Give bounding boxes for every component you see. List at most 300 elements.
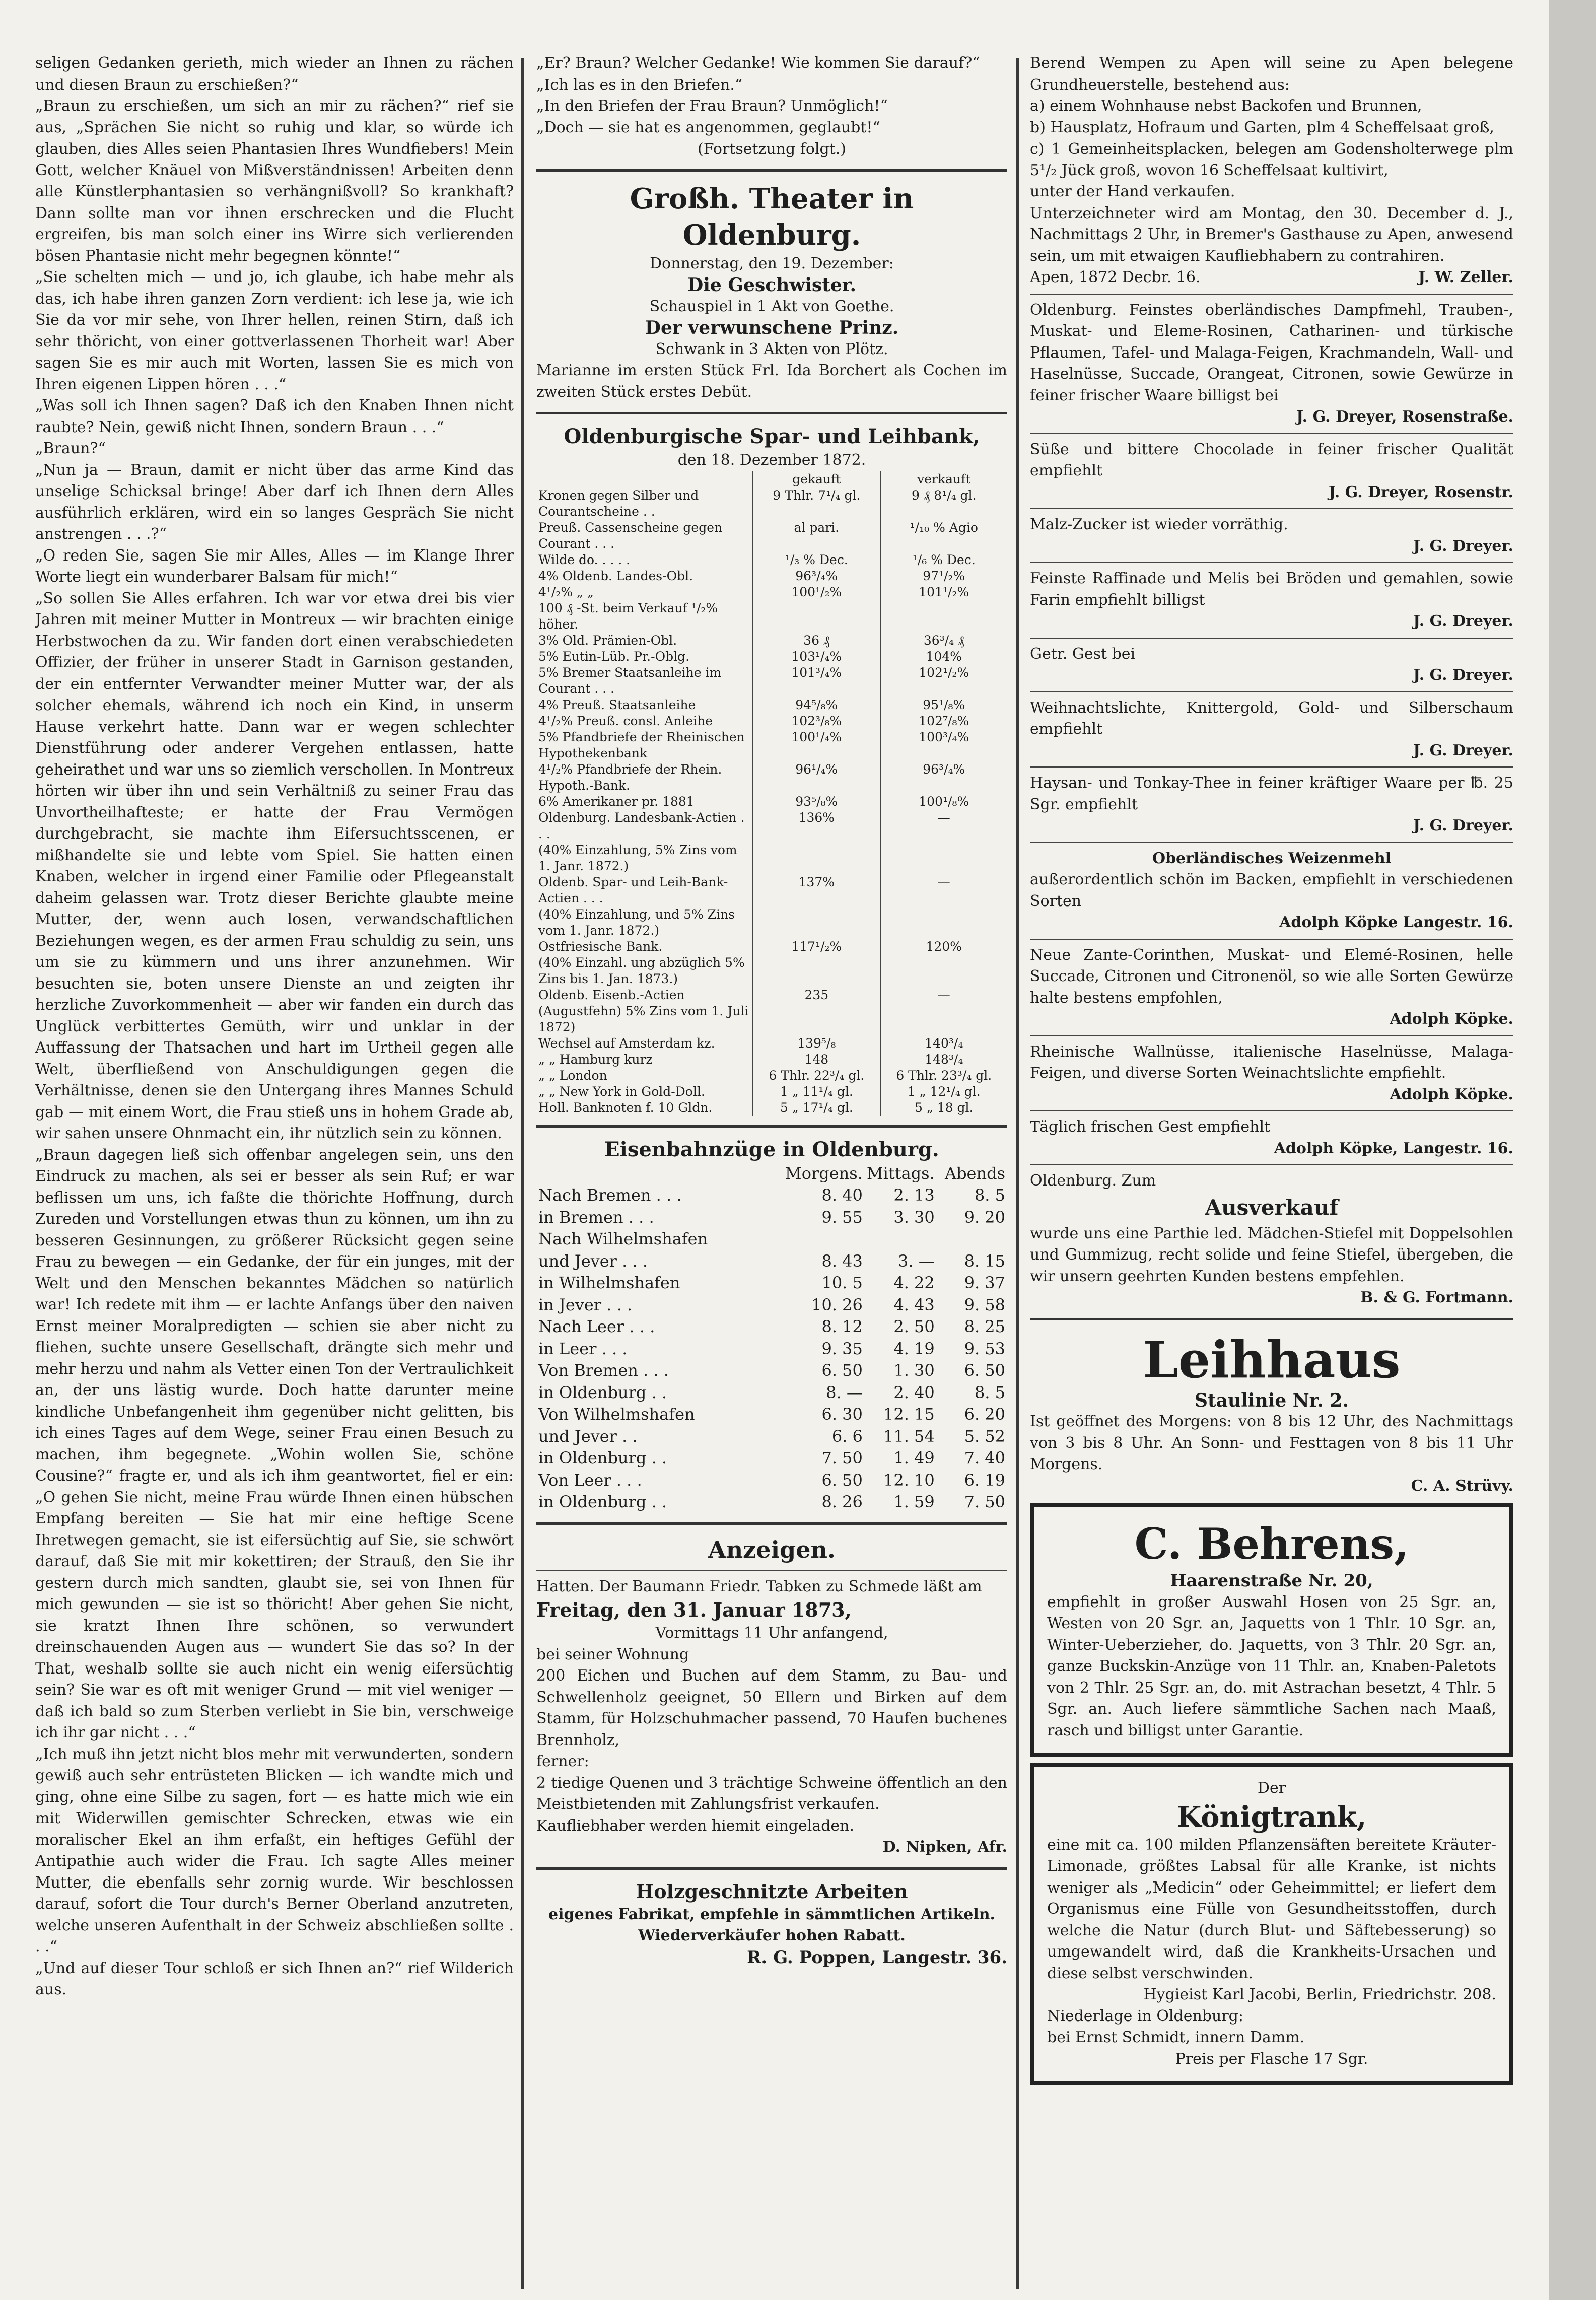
leihhaus-ad bbox=[1030, 1330, 1513, 1497]
departure-time: 1. 59 bbox=[893, 1492, 935, 1511]
auction-text: bei seiner Wohnung bbox=[536, 1645, 689, 1663]
rates-header-row bbox=[536, 471, 1007, 487]
rate-label: Kronen gegen Silber und Courantscheine . . bbox=[536, 487, 753, 520]
rate-bought: ¹/₃ % Dec. bbox=[753, 552, 880, 568]
departure-time: 6. 50 bbox=[821, 1470, 863, 1490]
rate-bought: 100¹/₄% bbox=[753, 729, 880, 761]
rates-row bbox=[536, 1068, 1007, 1084]
story-paragraph: „Was soll ich Ihnen sagen? Daß ich den Knaben Ihnen nicht raubte? Nein, gewiß nicht Ihnen, sondern Braun . . .“ bbox=[35, 397, 514, 436]
dreyer-ad bbox=[1030, 300, 1513, 434]
rates-table bbox=[536, 471, 1007, 1116]
departure-time: 4. 19 bbox=[893, 1339, 935, 1358]
timetable-row bbox=[536, 1184, 1007, 1207]
rate-bought: 1 „ 11¹/₄ gl. bbox=[753, 1084, 880, 1100]
rate-bought bbox=[753, 842, 880, 874]
rate-sold bbox=[880, 907, 1007, 939]
section-divider bbox=[1030, 1318, 1513, 1320]
rates-row bbox=[536, 810, 1007, 842]
departure-time: 8. 5 bbox=[974, 1186, 1005, 1205]
station-label: in Oldenburg . . bbox=[538, 1382, 667, 1402]
behrens-ad bbox=[1030, 1503, 1513, 1757]
ad-text: Unterzeichneter wird am Montag, den 30. December d. J., Nachmittags 2 Uhr, in Bremer's Gasthause zu Apen, anwesend sein, um mit etwaigen Kaufliebhabern zu contrahiren. bbox=[1030, 204, 1513, 265]
timetable-row bbox=[536, 1250, 1007, 1273]
departure-time: 7. 50 bbox=[821, 1448, 863, 1468]
departure-time: 8. 15 bbox=[964, 1251, 1005, 1271]
dreyer-ad bbox=[1030, 698, 1513, 768]
koenigtrank-pre: Der bbox=[1257, 1779, 1286, 1797]
timetable-row bbox=[536, 1382, 1007, 1404]
leihhaus-hours: Ist geöffnet des Morgens: von 8 bis 12 Uhr, des Nachmittags von 3 bis 8 Uhr. An Sonn- und Festtagen von 8 bis 11 Uhr Morgens. bbox=[1030, 1413, 1513, 1473]
ad-text: Getr. Gest bei bbox=[1030, 645, 1136, 663]
rates-row bbox=[536, 907, 1007, 939]
rule bbox=[1030, 433, 1513, 434]
departure-time bbox=[783, 1228, 865, 1250]
rate-sold bbox=[880, 600, 1007, 633]
departure-time: 6. 20 bbox=[964, 1405, 1005, 1424]
station-label: Nach Leer . . . bbox=[538, 1317, 655, 1336]
koepke-ad bbox=[1030, 1117, 1513, 1165]
departure-time: 11. 54 bbox=[883, 1426, 935, 1446]
rates-row bbox=[536, 584, 1007, 600]
auction-ad bbox=[536, 1576, 1007, 1858]
ad-heading: Oberländisches Weizenmehl bbox=[1152, 849, 1392, 867]
rule bbox=[1030, 842, 1513, 843]
rate-sold: 102⁷/₈% bbox=[919, 713, 969, 728]
leihhaus-title: Leihhaus bbox=[1143, 1330, 1401, 1389]
departure-time: 4. 43 bbox=[893, 1295, 935, 1314]
ad-signature: Adolph Köpke, Langestr. 16. bbox=[1274, 1139, 1513, 1157]
ad-text: außerordentlich schön im Backen, empfiehlt in verschiedenen Sorten bbox=[1030, 871, 1513, 910]
ad-text: Täglich frischen Gest empfiehlt bbox=[1030, 1118, 1271, 1136]
ad-signature: J. G. Dreyer. bbox=[1413, 817, 1513, 834]
rates-row bbox=[536, 842, 1007, 874]
rates-row bbox=[536, 633, 1007, 649]
departure-time: 2. 50 bbox=[893, 1317, 935, 1336]
rate-bought: 96³/₄% bbox=[753, 568, 880, 584]
timetable-row bbox=[536, 1294, 1007, 1316]
ad-heading: Ausverkauf bbox=[1205, 1195, 1339, 1220]
woodcarving-text: Wiederverkäufer hohen Rabatt. bbox=[638, 1927, 906, 1944]
rate-sold: 5 „ 18 gl. bbox=[915, 1100, 974, 1115]
rate-sold: — bbox=[937, 874, 950, 889]
koenigtrank-maker: Hygieist Karl Jacobi, Berlin, Friedrichstr. 208. bbox=[1143, 1986, 1496, 2003]
ad-signature: J. G. Dreyer. bbox=[1413, 537, 1513, 555]
ads-column bbox=[1030, 53, 1513, 2091]
departure-time: 12. 10 bbox=[883, 1470, 935, 1490]
ad-text: unter der Hand verkaufen. bbox=[1030, 183, 1235, 200]
ad-item: b) Hausplatz, Hofraum und Garten, plm 4 Scheffelsaat groß, bbox=[1030, 118, 1494, 136]
station-label: in Bremen . . . bbox=[538, 1207, 654, 1227]
play-description: Schwank in 3 Akten von Plötz. bbox=[655, 340, 888, 358]
story-paragraph: „O reden Sie, sagen Sie mir Alles, Alles — im Klange Ihrer Worte liegt ein wunderbarer Balsam für mich!“ bbox=[35, 546, 514, 586]
rate-label: Holl. Banknoten f. 10 Gldn. bbox=[536, 1100, 753, 1116]
section-divider bbox=[536, 412, 1007, 414]
departure-time: 7. 40 bbox=[964, 1448, 1005, 1468]
rate-bought: 100¹/₂% bbox=[753, 584, 880, 600]
timetable-table bbox=[536, 1163, 1007, 1513]
station-label: Nach Bremen . . . bbox=[538, 1186, 682, 1205]
announcements-heading: Anzeigen. bbox=[708, 1536, 836, 1563]
timetable-row bbox=[536, 1272, 1007, 1294]
timetable-row bbox=[536, 1360, 1007, 1382]
departure-time: 9. 55 bbox=[821, 1207, 863, 1227]
departure-time: 8. 25 bbox=[964, 1317, 1005, 1336]
rate-label: (40% Einzahlung, 5% Zins vom 1. Janr. 1872.) bbox=[536, 842, 753, 874]
timetable-row bbox=[536, 1447, 1007, 1470]
rate-label: Wechsel auf Amsterdam kz. bbox=[536, 1035, 753, 1052]
rate-sold: 6 Thlr. 23³/₄ gl. bbox=[896, 1068, 992, 1083]
rate-bought: 148 bbox=[753, 1052, 880, 1068]
rate-bought: 5 „ 17¹/₄ gl. bbox=[753, 1100, 880, 1116]
station-label: in Leer . . . bbox=[538, 1339, 628, 1358]
rates-row bbox=[536, 1100, 1007, 1116]
rate-label: 4¹/₂% Pfandbriefe der Rhein. Hypoth.-Bank. bbox=[536, 761, 753, 794]
station-label: und Jever . . . bbox=[538, 1251, 648, 1271]
play-title: Die Geschwister. bbox=[687, 274, 856, 296]
rates-row bbox=[536, 568, 1007, 584]
rates-row bbox=[536, 729, 1007, 761]
ad-signature: Adolph Köpke. bbox=[1390, 1085, 1513, 1103]
woodcarving-text: eigenes Fabrikat, empfehle in sämmtlichen Artikeln. bbox=[548, 1905, 995, 1923]
leihhaus-signature: C. A. Strüvy. bbox=[1411, 1477, 1513, 1495]
ad-footer bbox=[1030, 267, 1513, 289]
story-paragraph: „Braun zu erschießen, um sich an mir zu rächen?“ rief sie aus, „Sprächen Sie nicht so ruhig und klar, so würde ich glauben, dies Alles seien Phantasien Ihres Wundfiebers! Mein Gott, welcher Knäuel von Mißverständnissen! Arbeiten denn alle Künstlerphantasien so verhängnißvoll? So krankhaft? Dann sollte man vor ihnen erschrecken und die Flucht ergreifen, bis man solch einer ins Wirre sich verlierenden bösen Phantasie nicht mehr begegnen könnte!“ bbox=[35, 97, 514, 265]
rate-bought: al pari. bbox=[753, 520, 880, 552]
fortmann-ad bbox=[1030, 1170, 1513, 1309]
rate-sold: 95¹/₈% bbox=[923, 697, 965, 712]
rate-sold: ¹/₆ % Dec. bbox=[912, 552, 976, 567]
theater-title: Großh. Theater in Oldenburg. bbox=[630, 182, 914, 252]
story-paragraph: „Braun dagegen ließ sich offenbar angelegen sein, uns den Eindruck zu machen, als sei er besser als sein Ruf; er war beflissen um uns, ich faßte die thörichte Hoffnung, durch Zureden und Vorstellungen etwas thun zu können, um ihn zu besseren Gesinnungen, zu größerer Rücksicht gegen seine Frau zu bewegen — ein Gedanke, der für ein junges, mit der Welt und den Menschen bekanntes Mädchen so natürlich war! Ich redete mit ihm — er lachte Anfangs über den naiven Ernst meiner Moralpredigten — schien sie aber nicht zu fliehen, suchte unsere Gesellschaft, drängte sich mehr und mehr herzu und nahm als Vetter einen Ton der Vertraulichkeit an, der uns lästig wurde. Doch hatte darunter meine kindliche Unbefangenheit ihm gegenüber nicht gelitten, bis ich eines Tages auf dem Wege, seiner Frau einen Besuch zu machen, ihm begegnete. „Wohin wollen Sie, schöne Cousine?“ fragte er, und als ich ihm geantwortet, fiel er ein: „O gehen Sie nicht, meine Frau würde Ihnen einen hübschen Empfang bereiten — Sie hat mir eine heftige Scene Ihretwegen gemacht, sie ist eifersüchtig auf Sie, sie schwört darauf, daß Sie mit mir kokettiren; der Strauß, den Sie ihr gestern durch mich sandten, glaubt sie, sei von Ihnen für mich gewunden — sie ist so thöricht! Aber gehen Sie nicht, sie kratzt Ihnen Ihre schönen, so verwundert dreinschauenden Augen aus — wundert Sie das so? In der That, weshalb sollte sie auch nicht ein wenig eifersüchtig sein? Sie war es oft mit weniger Grund — mit viel weniger — daß ich bald so zum Sterben verliebt in Sie bin, verschweige ich ihr gar nicht . . .“ bbox=[35, 1146, 514, 1741]
theater-note: Marianne im ersten Stück Frl. Ida Borchert als Cochen im zweiten Stück erstes Debüt. bbox=[536, 362, 1007, 401]
rates-row bbox=[536, 552, 1007, 568]
story-paragraph: „Sie schelten mich — und jo, ich glaube, ich habe mehr als das, ich habe ihren ganzen Zorn verdient: ich lese ja, wie ich Sie da vor mir sehe, von Ihrer hellen, reinen Stirn, daß ich sehr thöricht, von einer gottverlassenen Thorheit war! Aber sagen Sie es mir auch mit Worten, lassen Sie es mich von Ihren eigenen Lippen hören . . .“ bbox=[35, 268, 514, 393]
rates-row bbox=[536, 1052, 1007, 1068]
rule bbox=[536, 1570, 1007, 1571]
ad-item: c) 1 Gemeinheitsplacken, belegen am Godensholterwege plm 5¹/₂ Jück groß, wovon 16 Scheffelsaat kultivirt, bbox=[1030, 140, 1513, 179]
rates-row bbox=[536, 600, 1007, 633]
rate-sold bbox=[880, 842, 1007, 874]
rates-row bbox=[536, 697, 1007, 713]
rule bbox=[1030, 562, 1513, 563]
story-paragraph: „Braun?“ bbox=[35, 440, 106, 457]
departure-time: 2. 40 bbox=[893, 1382, 935, 1402]
departure-time: 8. 26 bbox=[821, 1492, 863, 1511]
rate-sold: — bbox=[937, 987, 950, 1002]
dreyer-ad bbox=[1030, 439, 1513, 510]
koenigtrank-price: Preis per Flasche 17 Sgr. bbox=[1175, 2050, 1368, 2068]
rate-label: „ „ Hamburg kurz bbox=[536, 1052, 753, 1068]
departure-time: 8. 5 bbox=[974, 1382, 1005, 1402]
ad-text: Weihnachtslichte, Knittergold, Gold- und Silberschaum empfiehlt bbox=[1030, 699, 1513, 738]
rule bbox=[1030, 1110, 1513, 1111]
station-label: in Oldenburg . . bbox=[538, 1448, 667, 1468]
rule bbox=[1030, 691, 1513, 692]
auction-text: Hatten. Der Baumann Friedr. Tabken zu Schmede läßt am bbox=[536, 1577, 982, 1595]
rates-row bbox=[536, 649, 1007, 665]
dreyer-ad bbox=[1030, 568, 1513, 639]
woodcarving-title: Holzgeschnitzte Arbeiten bbox=[636, 1879, 908, 1903]
rate-bought: 96¹/₄% bbox=[753, 761, 880, 794]
rate-label: 5% Bremer Staatsanleihe im Courant . . . bbox=[536, 665, 753, 697]
rates-row bbox=[536, 874, 1007, 907]
rate-label: Oldenb. Spar- und Leih-Bank-Actien . . . bbox=[536, 874, 753, 907]
departure-time: 1. 49 bbox=[893, 1448, 935, 1468]
ad-signature: J. W. Zeller. bbox=[1418, 268, 1513, 286]
rate-label: 3% Old. Prämien-Obl. bbox=[536, 633, 753, 649]
rates-row bbox=[536, 520, 1007, 552]
ad-text: Süße und bittere Chocolade in feiner frischer Qualität empfiehlt bbox=[1030, 440, 1513, 479]
behrens-text: empfiehlt in großer Auswahl Hosen von 25 Sgr. an, Westen von 20 Sgr. an, Jaquetts von 1 Thlr. 10 Sgr. an, Winter-Ueberzieher, do. Jaquetts, von 3 Thlr. 20 Sgr. an, ganze Buckskin-Anzüge von 11 Thlr. an, Knaben-Paletots von 2 Thlr. 25 Sgr. an, do. mit Astrachan besetzt, 4 Thlr. 5 Sgr. an. Auch liefere sämmtliche Sachen nach Maaß, rasch und billigst unter Garantie. bbox=[1047, 1593, 1496, 1739]
rate-bought: 93⁵/₈% bbox=[753, 794, 880, 810]
dreyer-ad bbox=[1030, 644, 1513, 692]
ad-item: a) einem Wohnhause nebst Backofen und Brunnen, bbox=[1030, 97, 1422, 115]
rates-row bbox=[536, 713, 1007, 729]
rate-bought: 235 bbox=[753, 987, 880, 1035]
auction-date: Freitag, den 31. Januar 1873, bbox=[536, 1598, 852, 1621]
departure-time: 9. 58 bbox=[964, 1295, 1005, 1314]
station-label: Nach Wilhelmshafen bbox=[538, 1229, 708, 1248]
timetable-row bbox=[536, 1228, 1007, 1250]
station-label: in Oldenburg . . bbox=[538, 1492, 667, 1511]
rates-row bbox=[536, 665, 1007, 697]
rates-row bbox=[536, 987, 1007, 1035]
departure-time bbox=[865, 1228, 937, 1250]
property-sale-ad bbox=[1030, 53, 1513, 289]
rates-row bbox=[536, 794, 1007, 810]
station-label: Von Wilhelmshafen bbox=[538, 1405, 695, 1424]
rate-label: Oldenburg. Landesbank-Actien . . . bbox=[536, 810, 753, 842]
ad-text: Neue Zante-Corinthen, Muskat- und Elemé-Rosinen, helle Succade, Citronen und Citronenöl, so wie alle Sorten Gewürze halte bestens empfohlen, bbox=[1030, 946, 1513, 1007]
bank-date: den 18. Dezember 1872. bbox=[677, 451, 866, 469]
rate-bought: 101³/₄% bbox=[753, 665, 880, 697]
rate-label: 4% Preuß. Staatsanleihe bbox=[536, 697, 753, 713]
rate-bought: 102³/₈% bbox=[753, 713, 880, 729]
play-title: Der verwunschene Prinz. bbox=[645, 317, 899, 338]
rate-sold: 97¹/₂% bbox=[923, 568, 965, 583]
railway-timetable bbox=[536, 1137, 1007, 1513]
departure-time: 10. 5 bbox=[821, 1273, 863, 1292]
rates-row bbox=[536, 1084, 1007, 1100]
section-divider bbox=[536, 1125, 1007, 1128]
auction-text: 2 tiedige Quenen und 3 trächtige Schweine öffentlich an den Meistbietenden mit Zahlungsfrist verkaufen. bbox=[536, 1774, 1007, 1813]
story-paragraph: „Ich las es in den Briefen.“ bbox=[536, 76, 743, 94]
ad-signature: B. & G. Fortmann. bbox=[1360, 1289, 1513, 1306]
rate-bought: 137% bbox=[753, 874, 880, 907]
departure-time: 6. 30 bbox=[821, 1405, 863, 1424]
rate-bought: 36 ₰ bbox=[753, 633, 880, 649]
ad-signature: Adolph Köpke Langestr. 16. bbox=[1279, 914, 1513, 931]
ad-signature: J. G. Dreyer. bbox=[1413, 666, 1513, 684]
departure-time bbox=[937, 1228, 1007, 1250]
rate-label: Ostfriesische Bank. bbox=[536, 939, 753, 955]
header-evening: Abends bbox=[944, 1163, 1005, 1183]
station-label: in Jever . . . bbox=[538, 1295, 633, 1314]
story-paragraph: „Ich muß ihn jetzt nicht blos mehr mit verwunderten, sondern gewiß auch sehr entrüsteten Blicken — ich wandte mich und ging, ohne eine Silbe zu sagen, fort — es hatte mich wie ein mit Widerwillen gemischter Schrecken, etwas wie ein moralischer Ekel an ihm erfaßt, ein heftiges Gefühl der Antipathie auch wider die Frau. Ich sagte Alles meiner Mutter, die ebenfalls sehr zornig wurde. Wir beschlossen darauf, sofort die Tour durch's Berner Oberland anzutreten, welche unseren Aufenthalt in der Schweiz abschließen sollte . . .“ bbox=[35, 1745, 514, 1956]
rate-bought: 139⁵/₈ bbox=[753, 1035, 880, 1052]
auction-text: 200 Eichen und Buchen auf dem Stamm, zu Bau- und Schwellenholz geeignet, 50 Ellern und Birken auf dem Stamm, für Holzschuhmacher passend, 70 Haufen buchenes Brennholz, bbox=[536, 1667, 1007, 1749]
ad-signature: J. G. Dreyer, Rosenstr. bbox=[1328, 483, 1513, 501]
rule bbox=[1030, 508, 1513, 509]
station-label: in Wilhelmshafen bbox=[538, 1273, 680, 1292]
column-rule bbox=[521, 58, 524, 2289]
rate-bought: 117¹/₂% bbox=[753, 939, 880, 955]
header-sold: verkauft bbox=[917, 471, 971, 486]
koepke-ads bbox=[1030, 848, 1513, 1166]
rule bbox=[1030, 638, 1513, 639]
rate-sold: — bbox=[937, 810, 950, 825]
ad-text: Haysan- und Tonkay-Thee in feiner kräftiger Waare per ℔. 25 Sgr. empfiehlt bbox=[1030, 774, 1513, 813]
rate-sold: 100³/₄% bbox=[919, 729, 969, 744]
rates-row bbox=[536, 487, 1007, 520]
ad-signature: J. G. Dreyer, Rosenstraße. bbox=[1296, 408, 1513, 426]
departure-time: 3. — bbox=[898, 1251, 935, 1271]
koenigtrank-text: eine mit ca. 100 milden Pflanzensäften bereitete Kräuter-Limonade, größtes Labsal für alle Kranke, ist nichts weniger als „Medicin“ oder Geheimmittel; er liefert dem Organismus eine Fülle von Gesundheitsstoffen, durch welche die Natur (durch Blut- und Säftebesserung) so umgewandelt wird, daß die Krankheits-Ursachen und diese selbst verschwinden. bbox=[1047, 1836, 1496, 1982]
rate-bought: 103¹/₄% bbox=[753, 649, 880, 665]
rates-row bbox=[536, 761, 1007, 794]
departure-time: 7. 50 bbox=[964, 1492, 1005, 1511]
story-paragraph: „Und auf dieser Tour schloß er sich Ihnen an?“ rief Wilderich aus. bbox=[35, 1959, 514, 1998]
timetable-row bbox=[536, 1316, 1007, 1338]
rate-bought: 94⁵/₈% bbox=[753, 697, 880, 713]
ad-signature: Adolph Köpke. bbox=[1390, 1010, 1513, 1028]
departure-time: 6. 50 bbox=[821, 1361, 863, 1380]
ad-text: Rheinische Wallnüsse, italienische Haselnüsse, Malaga-Feigen, und diverse Sorten Weinachtslichte empfiehlt. bbox=[1030, 1042, 1513, 1082]
auction-text: Kaufliebhaber werden hiemit eingeladen. bbox=[536, 1817, 855, 1835]
departure-time: 8. 43 bbox=[821, 1251, 863, 1271]
rate-bought: 9 Thlr. 7¹/₄ gl. bbox=[753, 487, 880, 520]
rule bbox=[1030, 766, 1513, 768]
rule bbox=[1030, 1164, 1513, 1165]
story-paragraph: „Er? Braun? Welcher Gedanke! Wie kommen Sie darauf?“ bbox=[536, 54, 980, 72]
timetable-row bbox=[536, 1207, 1007, 1229]
timetable-row bbox=[536, 1404, 1007, 1426]
departure-time: 8. — bbox=[826, 1382, 863, 1402]
auction-text: Vormittags 11 Uhr anfangend, bbox=[655, 1624, 888, 1642]
station-label: Von Bremen . . . bbox=[538, 1361, 669, 1380]
departure-time: 4. 22 bbox=[893, 1273, 935, 1292]
rate-sold: 104% bbox=[926, 649, 962, 664]
rates-row bbox=[536, 939, 1007, 955]
rate-label: „ „ London bbox=[536, 1068, 753, 1084]
bank-title: Oldenburgische Spar- und Leihbank, bbox=[564, 425, 980, 448]
header-bought: gekauft bbox=[753, 471, 880, 487]
departure-time: 8. 40 bbox=[821, 1186, 863, 1205]
rate-label: „ „ New York in Gold-Doll. bbox=[536, 1084, 753, 1100]
woodcarving-signature: R. G. Poppen, Langestr. 36. bbox=[747, 1947, 1007, 1968]
rate-bought bbox=[753, 907, 880, 939]
ad-text: Malz-Zucker ist wieder vorräthig. bbox=[1030, 516, 1288, 533]
rate-sold: 102¹/₂% bbox=[919, 665, 969, 680]
departure-time: 12. 15 bbox=[883, 1405, 935, 1424]
rates-row bbox=[536, 1035, 1007, 1052]
play-description: Schauspiel in 1 Akt von Goethe. bbox=[649, 297, 894, 315]
koenigtrank-title: Königtrank, bbox=[1176, 1800, 1367, 1834]
story-column bbox=[35, 53, 514, 2001]
behrens-address: Haarenstraße Nr. 20, bbox=[1170, 1571, 1373, 1591]
ad-signature: J. G. Dreyer. bbox=[1413, 741, 1513, 759]
koenigtrank-ad bbox=[1030, 1763, 1513, 2085]
dreyer-ad bbox=[1030, 773, 1513, 843]
auction-text: ferner: bbox=[536, 1753, 589, 1770]
rate-label: Oldenb. Eisenb.-Actien (Augustfehn) 5% Zins vom 1. Juli 1872) bbox=[536, 987, 753, 1035]
departure-time: 9. 53 bbox=[964, 1339, 1005, 1358]
rate-bought bbox=[753, 955, 880, 987]
rate-label: Wilde do. . . . . bbox=[536, 552, 753, 568]
timetable-row bbox=[536, 1470, 1007, 1492]
theater-ad bbox=[536, 181, 1007, 403]
bank-rates bbox=[536, 424, 1007, 1116]
koenigtrank-seller: bei Ernst Schmidt, innern Damm. bbox=[1047, 2029, 1305, 2046]
rate-sold: 101¹/₂% bbox=[919, 584, 969, 599]
rate-bought: 6 Thlr. 22³/₄ gl. bbox=[753, 1068, 880, 1084]
rate-sold: 148³/₄ bbox=[925, 1052, 963, 1067]
departure-time: 9. 37 bbox=[964, 1273, 1005, 1292]
rate-sold: 100¹/₈% bbox=[919, 794, 969, 809]
story-paragraph: „So sollen Sie Alles erfahren. Ich war vor etwa drei bis vier Jahren mit meiner Mutter in Montreux — wir brachten einige Herbstwochen da zu. Wir fanden dort einen verabschiedeten Offizier, der früher in unserer Stadt in Garnison gestanden, der ein entfernter Verwandter meiner Mutter war, der als solcher ehemals, während ich noch ein Kind, in unserm Hause verkehrt hatte. Dann war er wegen schlechter Dienstführung oder anderer Vergehen entlassen, hatte geheirathet und war uns so ziemlich verschollen. In Montreux hörten wir über ihn und sein Verhältniß zu seiner Frau das Unvortheilhafteste; er hatte der Frau Vermögen durchgebracht, sie machte ihm Eifersuchtsscenen, er mißhandelte sie und lebte vom Spiel. Sie hatten einen Knaben, welcher in irgend einer Familie oder Pflegeanstalt daheim gelassen war. Trotz dieser Berichte glaubte meine Mutter, der, wenn auch losen, verwandschaftlichen Beziehungen wegen, es der armen Frau schuldig zu sein, uns um sie zu kümmern und uns ihrer anzunehmen. Wir besuchten sie, boten unsere Dienste an und zeigten ihr herzliche Zuvorkommenheit — aber wir fanden ein durch das Unglück verbittertes Gemüth, wirr und unklar in der Auffassung der Thatsachen und hart im Urtheil gegen alle Welt, überfließend von Anschuldigungen gegen die Verhältnisse, denen sie den Untergang ihres Mannes Schuld gab — mit einem Wort, die Frau stieß uns in hohem Grade ab, wir sahen unsere Ohnmacht ein, ihr nützlich sein zu können. bbox=[35, 589, 514, 1142]
rates-row bbox=[536, 955, 1007, 987]
departure-time: 1. 30 bbox=[893, 1361, 935, 1380]
story-paragraph: seligen Gedanken gerieth, mich wieder an Ihnen zu rächen und diesen Braun zu erschießen?“ bbox=[35, 54, 514, 94]
ad-text: wurde uns eine Parthie led. Mädchen-Stiefel mit Doppelsohlen und Gummizug, recht solide und feine Stiefel, übergeben, die wir unsern geehrten Kunden bestens empfehlen. bbox=[1030, 1224, 1513, 1285]
timetable-row bbox=[536, 1426, 1007, 1448]
leihhaus-address: Staulinie Nr. 2. bbox=[1195, 1389, 1349, 1411]
timetable-row bbox=[536, 1338, 1007, 1360]
continuation-note: (Fortsetzung folgt.) bbox=[698, 140, 846, 158]
departure-time: 2. 13 bbox=[893, 1186, 935, 1205]
rule bbox=[1030, 1035, 1513, 1036]
departure-time: 9. 20 bbox=[964, 1207, 1005, 1227]
departure-time: 5. 52 bbox=[964, 1426, 1005, 1446]
ad-text: Berend Wempen zu Apen will seine zu Apen belegene Grundheuerstelle, bestehend aus: bbox=[1030, 54, 1513, 94]
rule bbox=[1030, 294, 1513, 295]
ad-signature: J. G. Dreyer. bbox=[1413, 612, 1513, 630]
rate-label: 4¹/₂% „ „ bbox=[536, 584, 753, 600]
rate-sold: 96³/₄% bbox=[923, 761, 965, 777]
koepke-ad bbox=[1030, 945, 1513, 1036]
header-morning: Morgens. bbox=[785, 1163, 863, 1183]
departure-time: 6. 50 bbox=[964, 1361, 1005, 1380]
rate-label: 5% Eutin-Lüb. Pr.-Oblg. bbox=[536, 649, 753, 665]
dreyer-ads bbox=[1030, 300, 1513, 843]
rule bbox=[1030, 939, 1513, 940]
woodcarving-ad bbox=[536, 1879, 1007, 1969]
ad-text: Oldenburg. Zum bbox=[1030, 1172, 1156, 1190]
rate-label: 100 ₰ -St. beim Verkauf ¹/₂% höher. bbox=[536, 600, 753, 633]
rate-sold: 120% bbox=[926, 939, 962, 954]
ad-date: Apen, 1872 Decbr. 16. bbox=[1030, 268, 1201, 286]
column-rule bbox=[1016, 58, 1019, 2289]
auction-signature: D. Nipken, Afr. bbox=[882, 1838, 1007, 1856]
station-label: und Jever . . bbox=[538, 1426, 638, 1446]
rate-label: 4¹/₂% Preuß. consl. Anleihe bbox=[536, 713, 753, 729]
departure-time: 8. 12 bbox=[821, 1317, 863, 1336]
story-paragraph: „In den Briefen der Frau Braun? Unmöglich!“ bbox=[536, 97, 888, 115]
rate-sold: 9 ₰ 8¹/₄ gl. bbox=[911, 487, 977, 503]
timetable-header-row bbox=[536, 1163, 1007, 1185]
departure-time: 6. 6 bbox=[831, 1426, 863, 1446]
section-divider bbox=[536, 169, 1007, 172]
rate-bought bbox=[753, 600, 880, 633]
behrens-title: C. Behrens, bbox=[1134, 1519, 1409, 1569]
timetable-title: Eisenbahnzüge in Oldenburg. bbox=[604, 1137, 939, 1161]
departure-time: 6. 19 bbox=[964, 1470, 1005, 1490]
koepke-ad bbox=[1030, 1041, 1513, 1112]
departure-time: 9. 35 bbox=[821, 1339, 863, 1358]
departure-time: 10. 26 bbox=[811, 1295, 863, 1314]
departure-time: 3. 30 bbox=[893, 1207, 935, 1227]
section-divider bbox=[536, 1867, 1007, 1870]
